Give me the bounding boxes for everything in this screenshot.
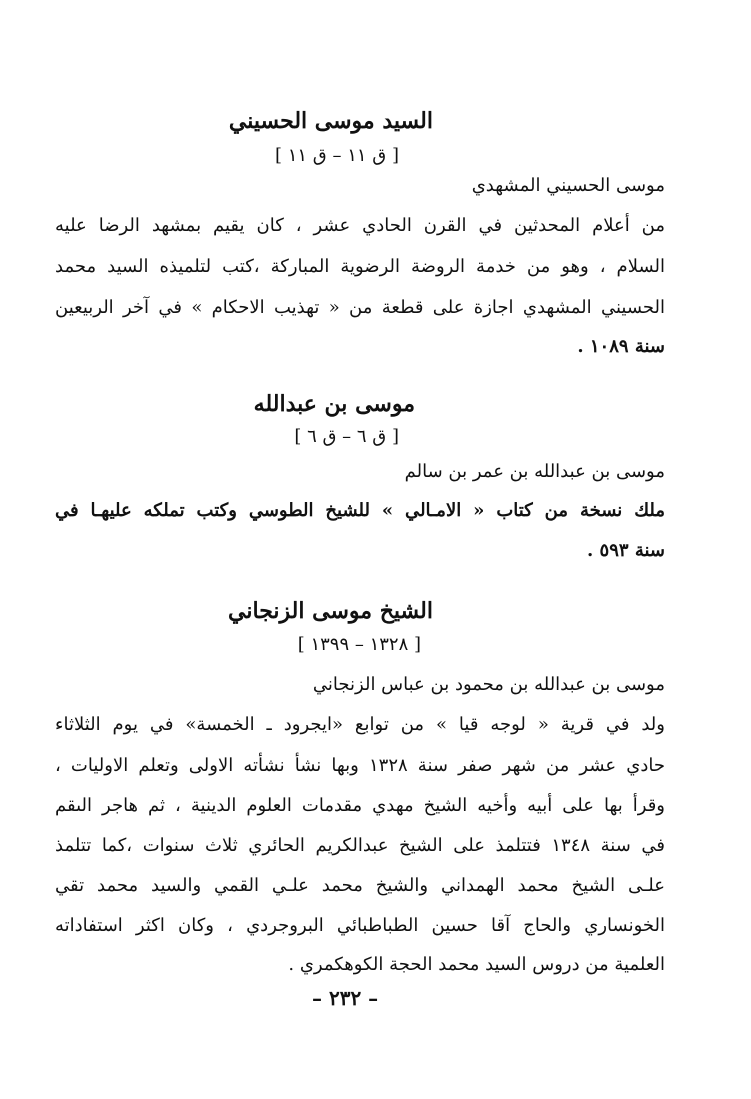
- entry-body-line: من أعلام المحدثين في القرن الحادي عشر ، كان يقيم بمشهد الرضا عليه: [55, 215, 665, 236]
- entry-body-line: في سنة ١٣٤٨ فتتلمذ على الشيخ عبدالكريم الحائري ثلاث سنوات ،كما تتلمذ: [55, 835, 665, 856]
- entry-name-line: موسى بن عبدالله بن محمود بن عباس الزنجاني: [312, 674, 665, 695]
- entry-body-line: سنة ٥٩٣ .: [587, 540, 665, 561]
- entry-title: الشيخ موسى الزنجاني: [228, 598, 433, 624]
- entry-body-line: حادي عشر من شهر صفر سنة ١٣٢٨ وبها نشأ نشأته الاولى وتعلم الاوليات ،: [55, 755, 665, 776]
- entry-body-line: العلمية من دروس السيد محمد الحجة الكوهكمري .: [288, 954, 665, 975]
- page-number: – ٢٣٢ –: [312, 986, 379, 1010]
- entry-body-line: وقرأ بها على أبيه وأخيه الشيخ مهدي مقدمات العلوم الدينية ، ثم هاجر الىقم: [55, 795, 665, 816]
- entry-dates: [ ١٣٢٨ – ١٣٩٩ ]: [297, 634, 421, 655]
- entry-name-line: موسى بن عبدالله بن عمر بن سالم: [404, 461, 665, 482]
- entry-dates: [ ق ١١ – ق ١١ ]: [274, 145, 399, 166]
- entry-title: موسى بن عبدالله: [253, 391, 415, 417]
- entry-body-line: الخونساري والحاج آقا حسين الطباطبائي البروجردي ، وكان اكثر استفاداته: [55, 915, 665, 936]
- entry-title: السيد موسى الحسيني: [228, 108, 433, 134]
- entry-body-line: السلام ، وهو من خدمة الروضة الرضوية المباركة ،كتب لتلميذه السيد محمد: [55, 256, 665, 277]
- entry-name-line: موسى الحسيني المشهدي: [471, 175, 665, 196]
- entry-body-line: ملك نسخة من كتاب « الامـالي » للشيخ الطوسي وكتب تملكه عليهـا في: [55, 500, 665, 521]
- entry-dates: [ ق ٦ – ق ٦ ]: [294, 426, 399, 447]
- entry-body-line: ولد في قرية « لوجه قيا » من توابع «ايجرود ـ الخمسة» في يوم الثلاثاء: [55, 714, 665, 735]
- entry-body-line: سنة ١٠٨٩ .: [577, 336, 665, 357]
- entry-body-line: علـى الشيخ محمد الهمداني والشيخ محمد علـي القمي والسيد محمد تقي: [55, 875, 665, 896]
- entry-body-line: الحسيني المشهدي اجازة على قطعة من « تهذيب الاحكام » في آخر الربيعين: [55, 297, 665, 318]
